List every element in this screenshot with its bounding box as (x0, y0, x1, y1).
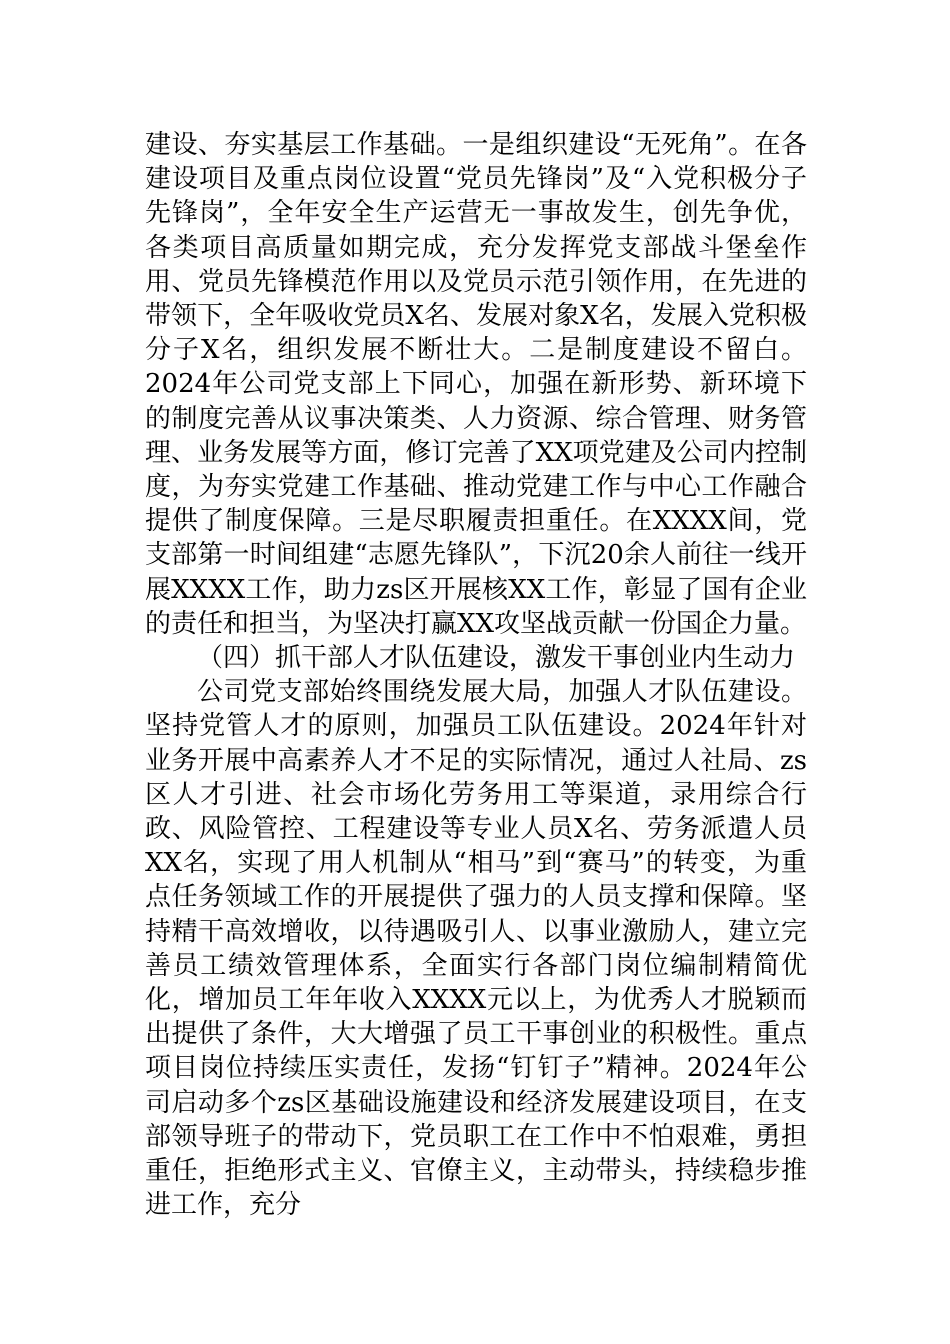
document-body (145, 128, 807, 1223)
body-paragraph-continued: 建设、夯实基层工作基础。一是组织建设“无死角”。在各建设项目及重点岗位设置“党员先锋岗”及“入党积极分子先锋岗”，全年安全生产运营无一事故发生，创先争优，各类项目高质量如期完成，充分发挥党支部战斗堡垒作用、党员先锋模范作用以及党员示范引领作用，在先进的带领下，全年吸收党员X名、发展对象X名，发展入党积极分子X名，组织发展不断壮大。二是制度建设不留白。2024年公司党支部上下同心，加强在新形势、新环境下的制度完善从议事决策类、人力资源、综合管理、财务管理、业务发展等方面，修订完善了XX项党建及公司内控制度，为夯实党建工作基础、推动党建工作与中心工作融合提供了制度保障。三是尽职履责担重任。在XXXX间，党支部第一时间组建“志愿先锋队”，下沉20余人前往一线开展XXXX工作，助力zs区开展核XX工作，彰显了国有企业的责任和担当，为坚决打赢XX攻坚战贡献一份国企力量。 (145, 130, 807, 639)
body-paragraph-talent: 公司党支部始终围绕发展大局，加强人才队伍建设。坚持党管人才的原则，加强员工队伍建设。2024年针对业务开展中高素养人才不足的实际情况，通过人社局、zs区人才引进、社会市场化劳务用工等渠道，录用综合行政、风险管控、工程建设等专业人员X名、劳务派遣人员XX名，实现了用人机制从“相马”到“赛马”的转变，为重点任务领域工作的开展提供了强力的人员支撑和保障。坚持精干高效增收，以待遇吸引人、以事业激励人，建立完善员工绩效管理体系，全面实行各部门岗位编制精简优化，增加员工年年收入XXXX元以上，为优秀人才脱颖而出提供了条件，大大增强了员工干事创业的积极性。重点项目岗位持续压实责任，发扬“钉钉子”精神。2024年公司启动多个zs区基础设施建设和经济发展建设项目，在支部领导班子的带动下，党员职工在工作中不怕艰难，勇担重任，拒绝形式主义、官僚主义，主动带头，持续稳步推进工作，充分 (145, 677, 807, 1221)
section-heading-four: （四）抓干部人才队伍建设，激发干事创业内生动力 (197, 643, 796, 674)
